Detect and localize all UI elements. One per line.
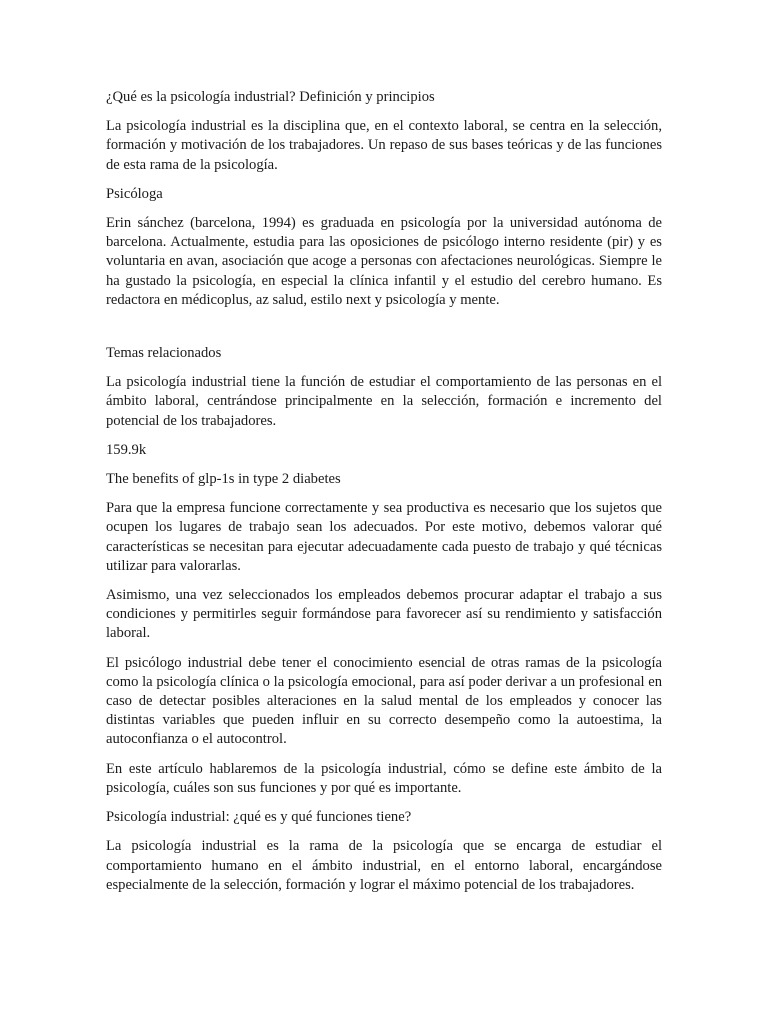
spacer [106, 320, 662, 344]
author-role: Psicóloga [106, 185, 163, 202]
views-count: 159.9k [106, 441, 147, 458]
document-title: ¿Qué es la psicología industrial? Definición y principios [106, 89, 435, 105]
intro-paragraph: La psicología industrial es la disciplina que, en el contexto laboral, se centra en la selección, formación y motivación de los trabajadores. Un repaso de sus bases teóricas y de las funciones de esta rama de la psicología. [106, 118, 662, 173]
related-heading: Temas relacionados [106, 345, 222, 362]
body-paragraph: El psicólogo industrial debe tener el conocimiento esencial de otras ramas de la psicología como la psicología clínica o la psicología emocional, para así poder derivar a un profesional en caso de detectar posibles alteraciones en la salud mental de los empleados y conocer las distintas variables que pueden influir en su correcto desempeño como la autoestima, la autoconfianza o el autocontrol. [106, 654, 662, 748]
author-bio: Erin sánchez (barcelona, 1994) es graduada en psicología por la universidad autónoma de barcelona. Actualmente, estudia para las oposiciones de psicólogo interno residente (pir) y es voluntaria en avan, asociación que acoge a personas con afectaciones neurológicas. Siempre le ha gustado la psicología, en especial la clínica infantil y el estudio del cerebro humano. Es redactora en médicoplus, az salud, estilo next y psicología y mente. [106, 215, 662, 308]
video-title: The benefits of glp-1s in type 2 diabetes [106, 471, 341, 488]
document-page [106, 88, 662, 905]
section-heading: Psicología industrial: ¿qué es y qué funciones tiene? [106, 809, 412, 826]
section-paragraph: La psicología industrial es la rama de la psicología que se encarga de estudiar el comportamiento humano en el ámbito industrial, en el entorno laboral, encargándose especialmente de la selección, formación y lograr el máximo potencial de los trabajadores. [106, 838, 662, 893]
body-paragraph: En este artículo hablaremos de la psicología industrial, cómo se define este ámbito de la psicología, cuáles son sus funciones y por qué es importante. [106, 760, 662, 796]
related-text: La psicología industrial tiene la función de estudiar el comportamiento de las personas en el ámbito laboral, centrándose principalmente en la selección, formación e incremento del potencial de los trabajadores. [106, 374, 662, 429]
body-paragraph: Asimismo, una vez seleccionados los empleados debemos procurar adaptar el trabajo a sus condiciones y permitirles seguir formándose para favorecer así su rendimiento y satisfacción laboral. [106, 587, 662, 642]
body-paragraph: Para que la empresa funcione correctamente y sea productiva es necesario que los sujetos que ocupen los lugares de trabajo sean los adecuados. Por este motivo, debemos valorar qué características se necesitan para ejecutar adecuadamente cada puesto de trabajo y qué técnicas utilizar para valorarlas. [106, 500, 662, 574]
